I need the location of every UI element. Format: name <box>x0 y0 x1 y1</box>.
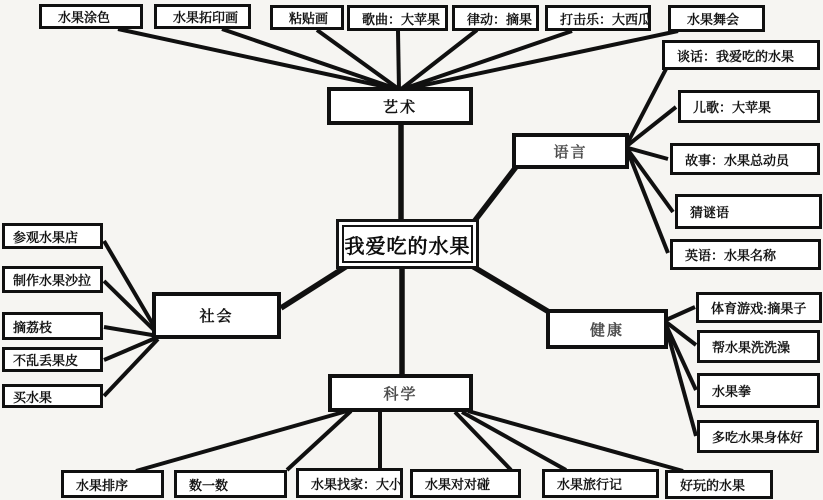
health-leaf-3[interactable]: 多吃水果身体好 <box>697 420 819 453</box>
science-leaf-0[interactable]: 水果排序 <box>61 470 164 498</box>
science-leaf-2[interactable]: 水果找家：大小 <box>296 468 403 498</box>
language-leaf-2[interactable]: 故事：水果总动员 <box>670 143 820 175</box>
center-node-label: 我爱吃的水果 <box>342 225 473 263</box>
connector-line <box>398 31 399 90</box>
art-leaf-1[interactable]: 水果拓印画 <box>154 4 251 29</box>
connector-line <box>136 411 347 471</box>
branch-health[interactable]: 健康 <box>546 309 668 349</box>
center-node[interactable] <box>336 219 479 269</box>
art-leaf-5[interactable]: 打击乐：大西瓜 <box>545 5 651 31</box>
branch-art[interactable]: 艺术 <box>327 87 473 125</box>
science-leaf-4[interactable]: 水果旅行记 <box>542 469 659 498</box>
social-leaf-1[interactable]: 制作水果沙拉 <box>2 266 103 293</box>
connector-line <box>666 307 695 320</box>
art-leaf-0[interactable]: 水果涂色 <box>39 4 143 29</box>
social-leaf-0[interactable]: 参观水果店 <box>2 223 103 249</box>
health-leaf-2[interactable]: 水果拳 <box>697 373 820 408</box>
art-leaf-3[interactable]: 歌曲：大苹果 <box>347 5 448 31</box>
connector-line <box>462 412 566 470</box>
science-leaf-1[interactable]: 数一数 <box>174 470 287 498</box>
branch-language[interactable]: 语言 <box>512 133 629 169</box>
connector-line <box>468 411 683 471</box>
health-leaf-1[interactable]: 帮水果洗洗澡 <box>697 330 820 363</box>
language-leaf-3[interactable]: 猜谜语 <box>675 194 822 229</box>
language-leaf-1[interactable]: 儿歌：大苹果 <box>678 90 820 123</box>
connector-line <box>401 31 678 90</box>
science-leaf-5[interactable]: 好玩的水果 <box>665 470 773 499</box>
science-leaf-3[interactable]: 水果对对碰 <box>410 469 521 498</box>
language-leaf-4[interactable]: 英语：水果名称 <box>670 239 821 270</box>
connector-line <box>628 152 668 253</box>
health-leaf-0[interactable]: 体育游戏:摘果子 <box>696 292 822 323</box>
connector-line <box>222 29 400 90</box>
art-leaf-2[interactable]: 粘贴画 <box>270 5 344 30</box>
art-leaf-4[interactable]: 律动：摘果 <box>452 5 539 31</box>
social-leaf-2[interactable]: 摘荔枝 <box>2 312 103 340</box>
art-leaf-6[interactable]: 水果舞会 <box>668 5 765 32</box>
connector-line <box>473 167 516 223</box>
connector-line <box>281 266 347 308</box>
social-leaf-3[interactable]: 不乱丢果皮 <box>2 347 103 372</box>
language-leaf-0[interactable]: 谈话：我爱吃的水果 <box>662 40 820 70</box>
branch-social[interactable]: 社会 <box>152 292 281 339</box>
social-leaf-4[interactable]: 买水果 <box>2 384 103 408</box>
connector-line <box>472 266 549 312</box>
branch-science[interactable]: 科学 <box>328 374 473 412</box>
